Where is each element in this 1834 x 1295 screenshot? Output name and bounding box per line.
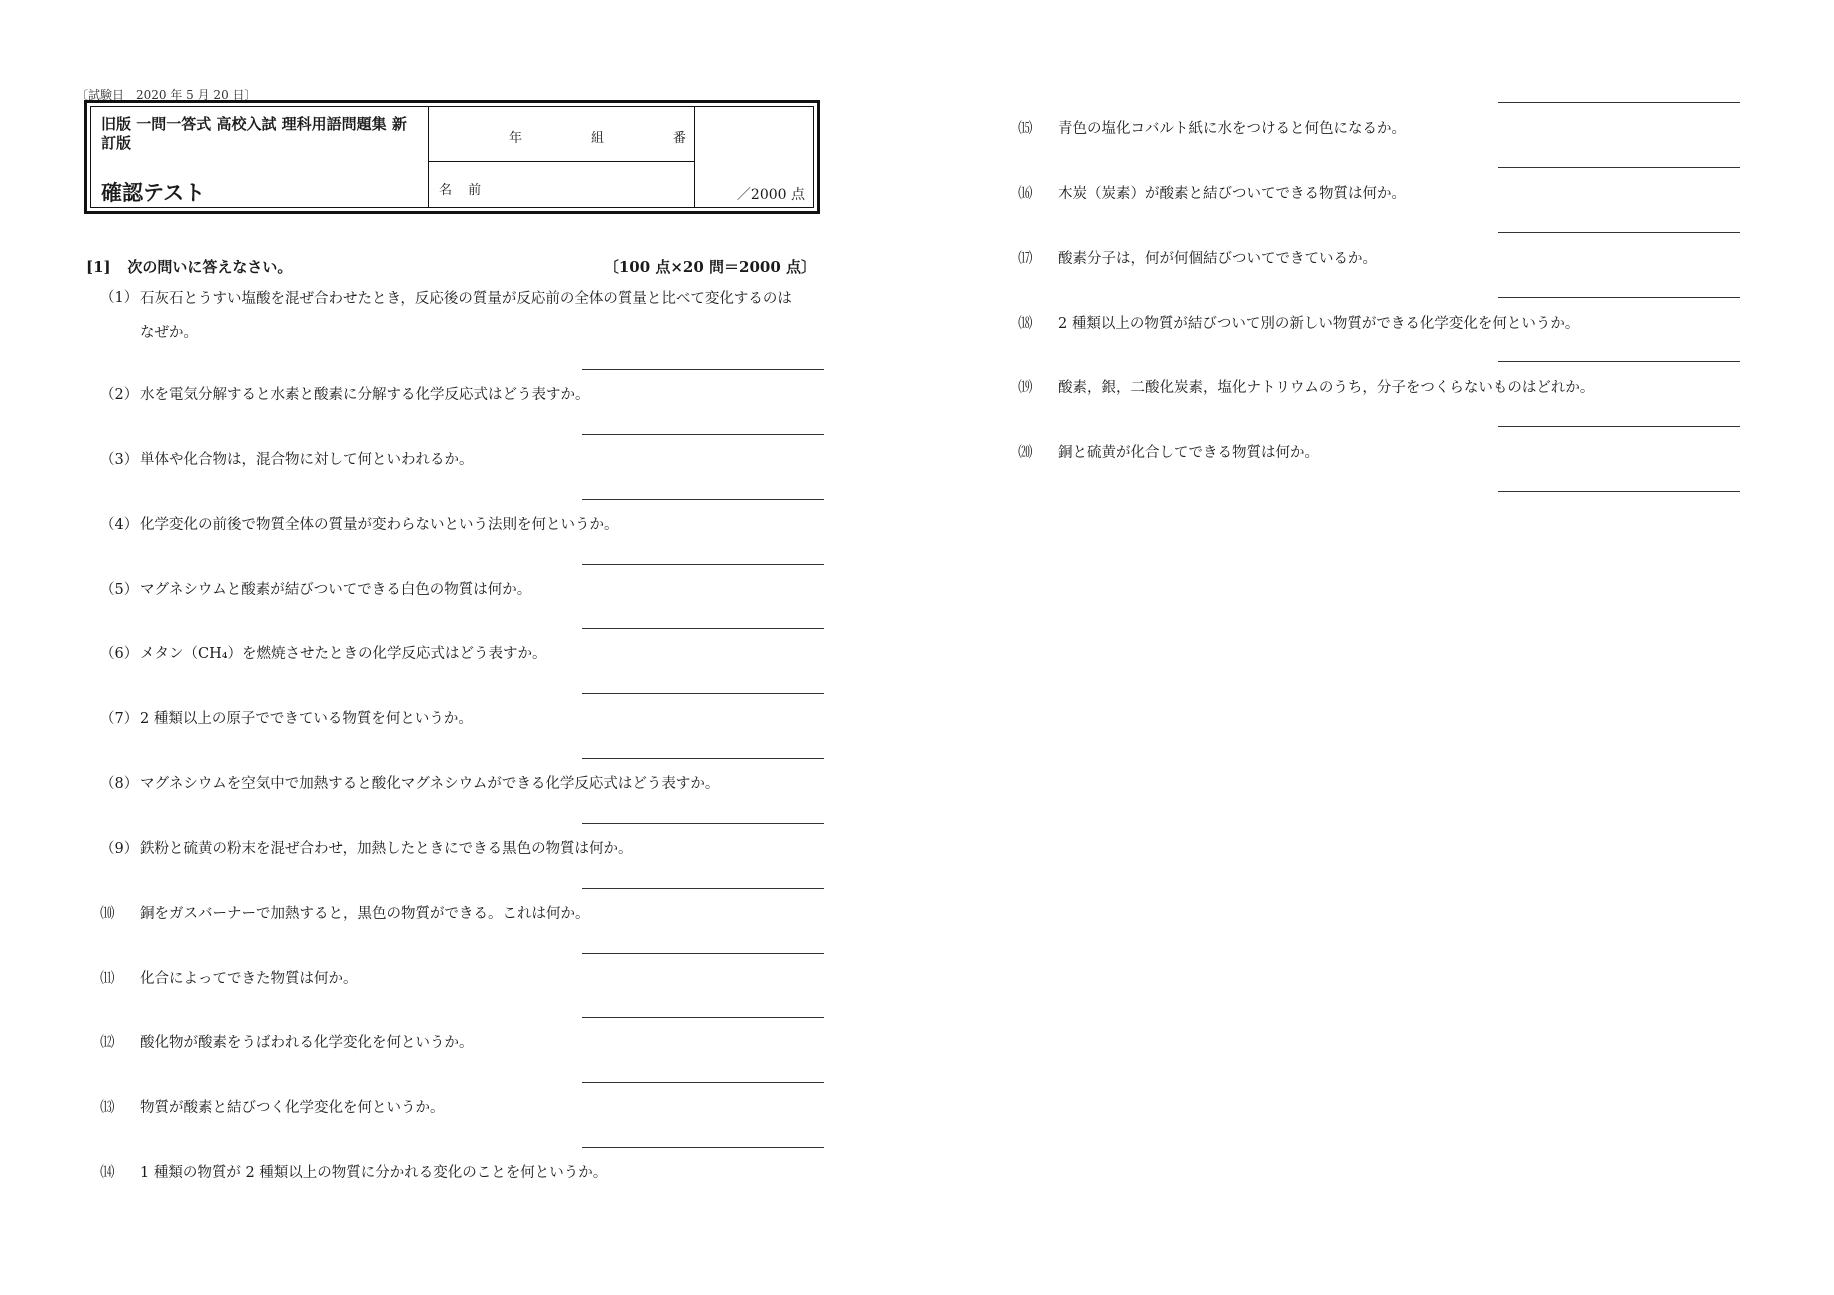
question-text: 化合によってできた物質は何か。: [140, 971, 358, 987]
answer-line-19[interactable]: [1498, 426, 1740, 427]
answer-line-1[interactable]: [582, 369, 824, 370]
header-inner: [90, 106, 814, 208]
answer-line-16[interactable]: [1498, 232, 1740, 233]
answer-line-2[interactable]: [582, 434, 824, 435]
question-10: [100, 898, 590, 930]
question-text: 2 種類以上の原子でできている物質を何というか。: [140, 711, 473, 727]
student-info-divider: [429, 161, 694, 162]
answer-line-20[interactable]: [1498, 491, 1740, 492]
exam-date: 〔試験日 2020 年 5 月 20 日〕: [76, 88, 257, 102]
question-6: [100, 638, 547, 670]
question-text: 木炭（炭素）が酸素と結びついてできる物質は何か。: [1058, 186, 1406, 202]
question-15: [1018, 113, 1406, 145]
question-7: [100, 703, 473, 735]
question-17: [1018, 243, 1377, 275]
question-text: 2 種類以上の物質が結びついて別の新しい物質ができる化学変化を何というか。: [1058, 316, 1580, 332]
question-number: （6）: [100, 646, 139, 662]
question-4: [100, 509, 619, 541]
question-14: [100, 1157, 607, 1189]
question-1: [100, 282, 792, 341]
question-20: [1018, 437, 1319, 469]
title-cell: [91, 107, 429, 207]
question-number: ⑾: [100, 971, 115, 987]
question-number: ⒆: [1018, 380, 1033, 396]
class-label: 組: [591, 131, 605, 146]
question-text: 酸素分子は，何が何個結びついてできているか。: [1058, 251, 1377, 267]
question-text: 1 種類の物質が 2 種類以上の物質に分かれる変化のことを何というか。: [140, 1165, 608, 1181]
question-13: [100, 1092, 445, 1124]
question-number: （9）: [100, 841, 139, 857]
header-box: [84, 100, 820, 214]
question-text: 銅をガスバーナーで加熱すると，黒色の物質ができる。これは何か。: [140, 906, 590, 922]
question-number: ⑿: [100, 1035, 115, 1051]
question-2: [100, 379, 590, 411]
book-title: 旧版 一問一答式 高校入試 理科用語問題集 新訂版: [101, 115, 407, 152]
year-label: 年: [509, 131, 523, 146]
question-number: （4）: [100, 517, 139, 533]
question-number: （2）: [100, 387, 139, 403]
answer-line-7[interactable]: [582, 758, 824, 759]
answer-line-4[interactable]: [582, 564, 824, 565]
question-text: 酸化物が酸素をうばわれる化学変化を何というか。: [140, 1035, 474, 1051]
answer-line-17[interactable]: [1498, 297, 1740, 298]
question-8: [100, 768, 719, 800]
question-number: （1）: [100, 290, 139, 306]
question-3: [100, 444, 474, 476]
answer-line-18[interactable]: [1498, 361, 1740, 362]
question-text: 水を電気分解すると水素と酸素に分解する化学反応式はどう表すか。: [140, 387, 590, 403]
question-text: マグネシウムと酸素が結びついてできる白色の物質は何か。: [140, 582, 532, 598]
answer-line-14[interactable]: [1498, 102, 1740, 103]
answer-line-13[interactable]: [582, 1147, 824, 1148]
question-text: 化学変化の前後で物質全体の質量が変わらないという法則を何というか。: [140, 517, 619, 533]
section-score: 〔100 点×20 問＝2000 点〕: [603, 258, 816, 276]
score-cell: [695, 107, 813, 207]
answer-line-11[interactable]: [582, 1017, 824, 1018]
question-9: [100, 833, 633, 865]
answer-line-3[interactable]: [582, 499, 824, 500]
question-text: 物質が酸素と結びつく化学変化を何というか。: [140, 1100, 445, 1116]
answer-line-5[interactable]: [582, 628, 824, 629]
question-18: [1018, 308, 1579, 340]
question-5: [100, 574, 531, 606]
student-info-cell: [429, 107, 695, 207]
section-header: [86, 256, 816, 277]
question-number: ⒂: [1018, 121, 1033, 137]
question-text: 銅と硫黄が化合してできる物質は何か。: [1058, 445, 1319, 461]
question-number: （3）: [100, 452, 139, 468]
answer-line-10[interactable]: [582, 953, 824, 954]
number-label: 番: [673, 131, 687, 146]
answer-line-15[interactable]: [1498, 167, 1740, 168]
question-number: ⒀: [100, 1100, 115, 1116]
question-number: （5）: [100, 582, 139, 598]
answer-line-9[interactable]: [582, 888, 824, 889]
question-number: （7）: [100, 711, 139, 727]
question-text: マグネシウムを空気中で加熱すると酸化マグネシウムができる化学反応式はどう表すか。: [140, 776, 720, 792]
answer-line-8[interactable]: [582, 823, 824, 824]
question-text: 単体や化合物は，混合物に対して何といわれるか。: [140, 452, 474, 468]
question-text: 酸素，銀，二酸化炭素，塩化ナトリウムのうち，分子をつくらないものはどれか。: [1058, 380, 1595, 396]
question-number: ⑽: [100, 906, 115, 922]
score-label: ／2000 点: [736, 187, 805, 203]
question-number: ⒇: [1018, 445, 1033, 461]
test-title: 確認テスト: [101, 181, 206, 205]
question-number: ⒃: [1018, 186, 1033, 202]
question-text: 青色の塩化コバルト紙に水をつけると何色になるか。: [1058, 121, 1406, 137]
answer-line-12[interactable]: [582, 1082, 824, 1083]
name-label: 名 前: [439, 183, 488, 198]
question-19: [1018, 372, 1594, 404]
question-11: [100, 963, 358, 995]
question-text: 石灰石とうすい塩酸を混ぜ合わせたとき，反応後の質量が反応前の全体の質量と比べて変化するのはなぜか。: [140, 291, 792, 341]
question-number: ⒅: [1018, 316, 1033, 332]
question-number: ⒁: [100, 1165, 115, 1181]
section-number: [1]: [86, 258, 111, 276]
question-text: 鉄粉と硫黄の粉末を混ぜ合わせ，加熱したときにできる黒色の物質は何か。: [140, 841, 633, 857]
question-number: ⒄: [1018, 251, 1033, 267]
question-12: [100, 1027, 474, 1059]
section-instruction: 次の問いに答えなさい。: [127, 258, 293, 276]
question-text: メタン（CH₄）を燃焼させたときの化学反応式はどう表すか。: [140, 646, 547, 662]
question-number: （8）: [100, 776, 139, 792]
answer-line-6[interactable]: [582, 693, 824, 694]
question-16: [1018, 178, 1406, 210]
